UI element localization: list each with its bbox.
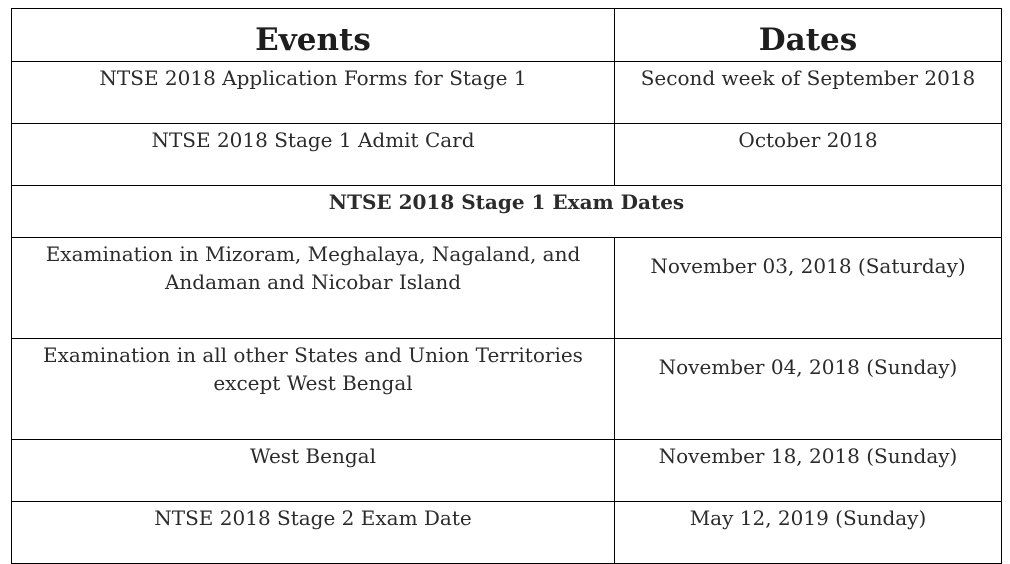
header-row xyxy=(12,9,1002,62)
section-heading: NTSE 2018 Stage 1 Exam Dates xyxy=(12,186,1002,238)
events-header: Events xyxy=(12,9,615,62)
date-cell: November 03, 2018 (Saturday) xyxy=(615,238,1002,339)
date-cell: Second week of September 2018 xyxy=(615,62,1002,124)
section-row xyxy=(12,186,1002,238)
event-line: except West Bengal xyxy=(213,371,413,395)
event-cell: NTSE 2018 Stage 1 Admit Card xyxy=(12,124,615,186)
table-row xyxy=(12,339,1002,440)
schedule-table xyxy=(11,8,1002,564)
date-cell: November 04, 2018 (Sunday) xyxy=(615,339,1002,440)
dates-header: Dates xyxy=(615,9,1002,62)
date-cell: October 2018 xyxy=(615,124,1002,186)
event-line: Examination in Mizoram, Meghalaya, Nagaland, and xyxy=(45,242,581,266)
event-line: Andaman and Nicobar Island xyxy=(164,270,462,294)
date-cell: November 18, 2018 (Sunday) xyxy=(615,440,1002,502)
event-cell xyxy=(12,339,615,440)
table-row xyxy=(12,502,1002,564)
event-cell: West Bengal xyxy=(12,440,615,502)
event-cell: NTSE 2018 Application Forms for Stage 1 xyxy=(12,62,615,124)
table-row xyxy=(12,124,1002,186)
table-row xyxy=(12,440,1002,502)
date-cell: May 12, 2019 (Sunday) xyxy=(615,502,1002,564)
table-row xyxy=(12,62,1002,124)
event-cell xyxy=(12,238,615,339)
event-line: Examination in all other States and Union Territories xyxy=(43,343,583,367)
event-cell: NTSE 2018 Stage 2 Exam Date xyxy=(12,502,615,564)
table-row xyxy=(12,238,1002,339)
